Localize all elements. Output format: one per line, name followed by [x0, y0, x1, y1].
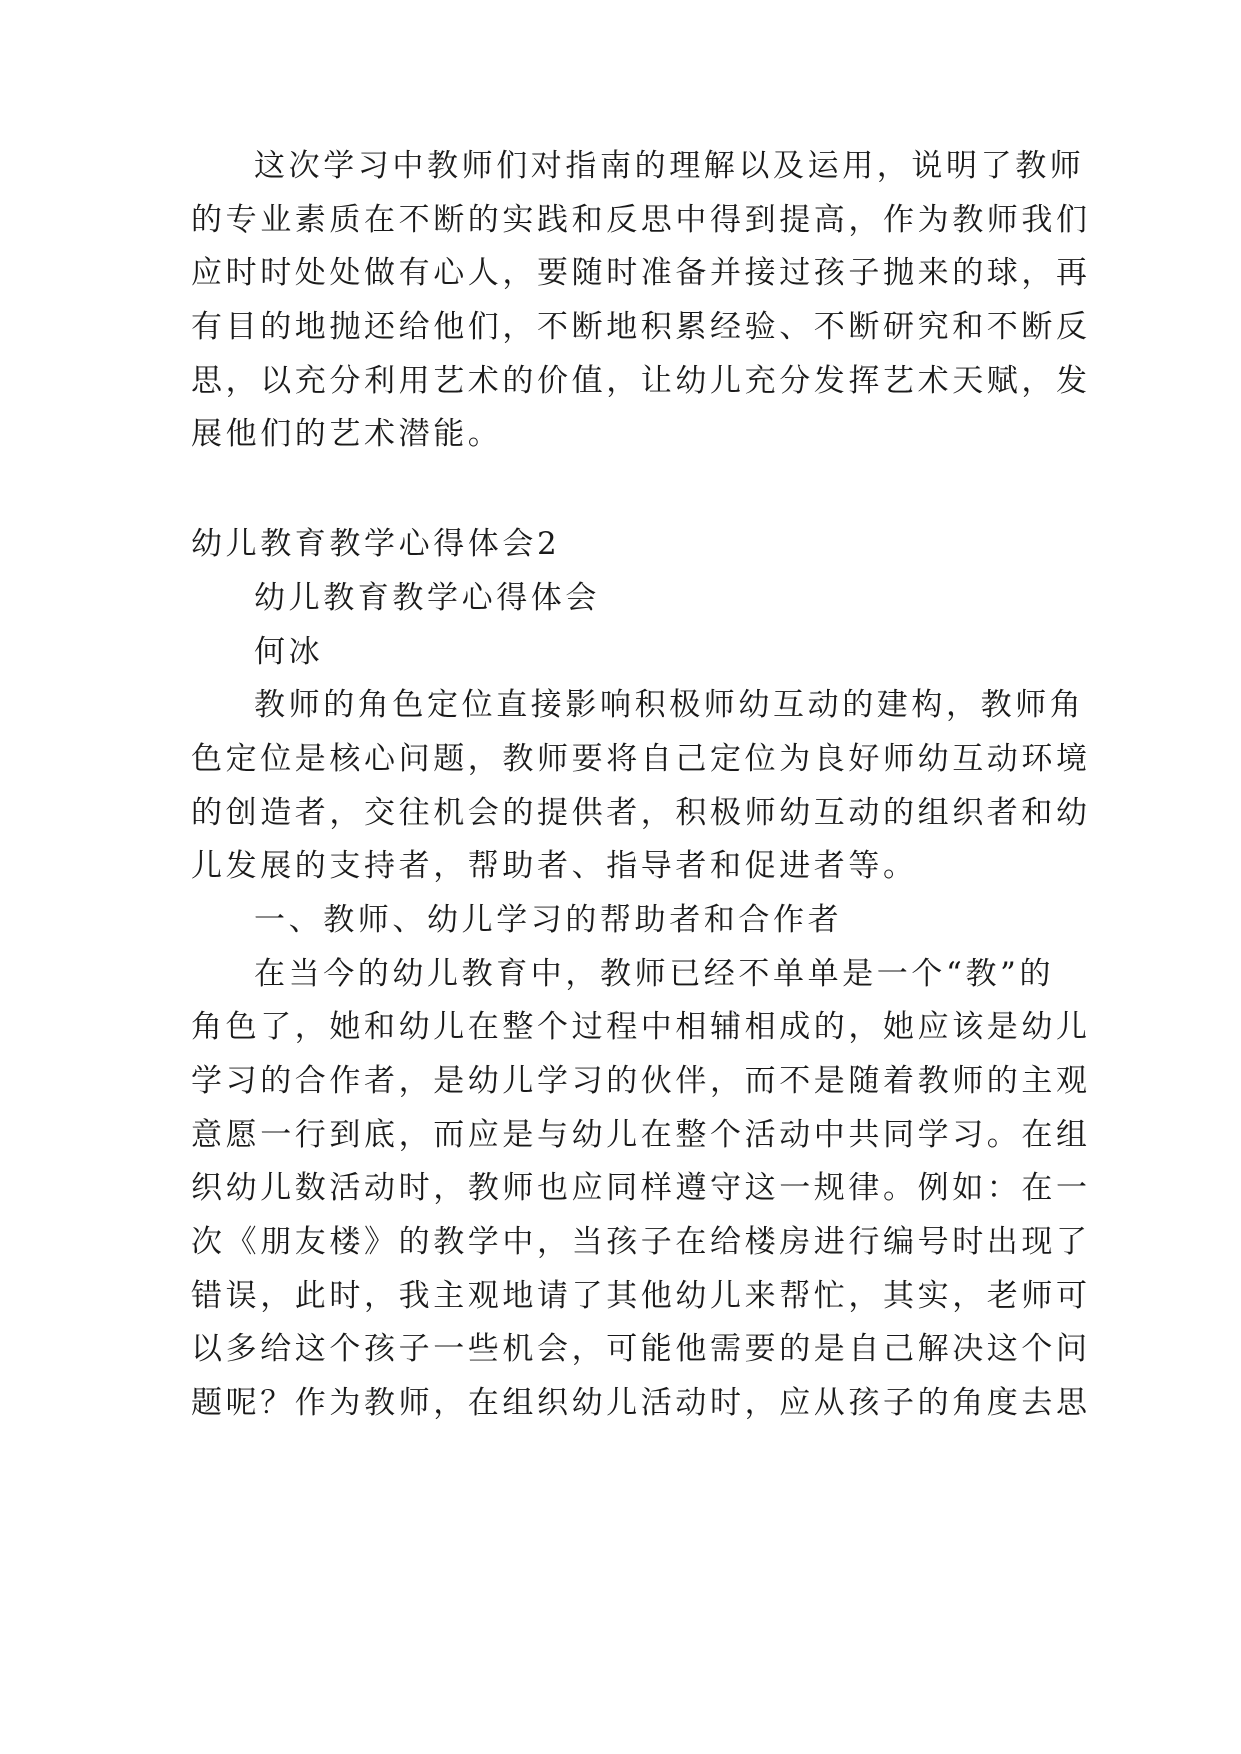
paragraph-line: 儿发展的支持者，帮助者、指导者和促进者等。 — [191, 848, 918, 884]
paragraph-line: 错误，此时，我主观地请了其他幼儿来帮忙，其实，老师可 — [191, 1278, 1091, 1314]
paragraph-line: 教师的角色定位直接影响积极师幼互动的建构，教师角 — [254, 687, 1085, 723]
paragraph-line: 在当今的幼儿教育中，教师已经不单单是一个“教”的 — [254, 956, 1055, 992]
paragraph-line: 应时时处处做有心人，要随时准备并接过孩子抛来的球，再 — [191, 255, 1091, 291]
paragraph-line: 意愿一行到底，而应是与幼儿在整个活动中共同学习。在组 — [191, 1117, 1091, 1153]
paragraph-line: 以多给这个孩子一些机会，可能他需要的是自己解决这个问 — [191, 1331, 1091, 1367]
section-heading: 幼儿教育教学心得体会2 — [191, 526, 561, 562]
paragraph-line: 色定位是核心问题，教师要将自己定位为良好师幼互动环境 — [191, 741, 1091, 777]
paragraph-line: 学习的合作者，是幼儿学习的伙伴，而不是随着教师的主观 — [191, 1063, 1091, 1099]
paragraph-line: 次《朋友楼》的教学中，当孩子在给楼房进行编号时出现了 — [191, 1224, 1091, 1260]
author-name: 何冰 — [254, 634, 324, 670]
paragraph-line: 题呢？作为教师，在组织幼儿活动时，应从孩子的角度去思 — [191, 1385, 1091, 1421]
paragraph-line: 角色了，她和幼儿在整个过程中相辅相成的，她应该是幼儿 — [191, 1009, 1091, 1045]
paragraph-line: 织幼儿数活动时，教师也应同样遵守这一规律。例如：在一 — [191, 1170, 1091, 1206]
paragraph-line: 的专业素质在不断的实践和反思中得到提高，作为教师我们 — [191, 202, 1091, 238]
paragraph-line: 思，以充分利用艺术的价值，让幼儿充分发挥艺术天赋，发 — [191, 363, 1091, 399]
paragraph-line: 有目的地抛还给他们，不断地积累经验、不断研究和不断反 — [191, 309, 1091, 345]
subheading: 一、教师、幼儿学习的帮助者和合作者 — [254, 902, 843, 938]
paragraph-line: 展他们的艺术潜能。 — [191, 416, 503, 452]
paragraph-line: 这次学习中教师们对指南的理解以及运用，说明了教师 — [254, 148, 1085, 184]
paragraph-line: 的创造者，交往机会的提供者，积极师幼互动的组织者和幼 — [191, 795, 1091, 831]
article-title: 幼儿教育教学心得体会 — [254, 580, 600, 616]
